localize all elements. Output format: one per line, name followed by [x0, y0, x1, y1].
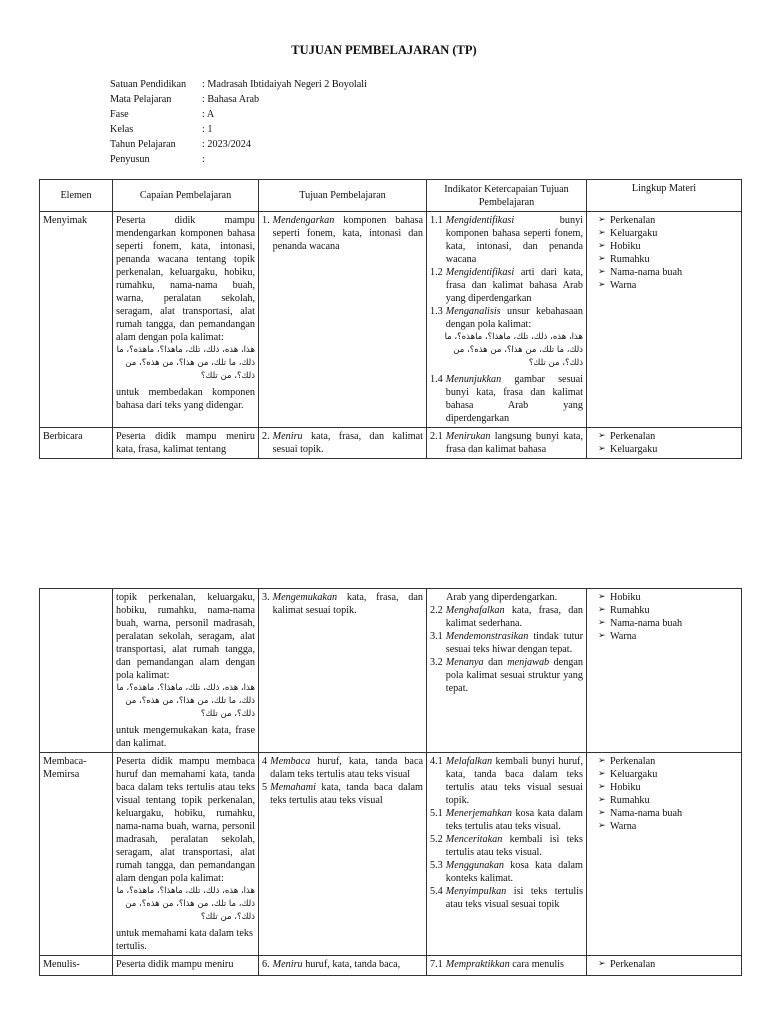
table-row-berbicara: [40, 428, 742, 459]
list-item: [590, 214, 738, 227]
arrow-bullet-icon: ➢: [598, 769, 606, 779]
arrow-bullet-icon: ➢: [598, 631, 606, 641]
indikator-number: 1.4: [430, 374, 443, 385]
arrow-bullet-icon: ➢: [598, 444, 606, 454]
tujuan-text: kata, tanda baca dalam teks tertulis atau teks visual: [270, 782, 423, 806]
indikator-continuation: Arab yang diperdengarkan.: [446, 592, 558, 603]
lingkup-list: [590, 430, 738, 456]
arrow-bullet-icon: ➢: [598, 808, 606, 818]
tujuan-number: 6.: [262, 959, 270, 970]
table-row-berbicara-cont: [40, 589, 742, 753]
capaian-cell: [113, 956, 259, 976]
indikator-item: [430, 266, 583, 305]
page-title: TUJUAN PEMBELAJARAN (TP): [291, 43, 477, 57]
capaian-cell: [113, 428, 259, 459]
indikator-cell: [427, 589, 587, 753]
indikator-verb: Menceritakan: [445, 834, 503, 845]
tujuan-item: [262, 781, 423, 807]
elemen-cell: [40, 589, 113, 753]
list-item: [590, 240, 738, 253]
tujuan-item: [262, 214, 423, 253]
lingkup-item: Rumahku: [610, 254, 650, 265]
elemen-cell: Menulis-: [40, 956, 113, 976]
arrow-bullet-icon: ➢: [598, 618, 606, 628]
tujuan-cell: [259, 589, 427, 753]
tujuan-cell: [259, 753, 427, 956]
indikator-verb: Menyimpulkan: [445, 886, 507, 897]
lingkup-item: Rumahku: [610, 605, 650, 616]
tujuan-item: [262, 958, 423, 971]
capaian-cell: [113, 589, 259, 753]
tujuan-item: [262, 755, 423, 781]
arrow-bullet-icon: ➢: [598, 821, 606, 831]
indikator-number: 4.1: [430, 756, 443, 767]
tujuan-item: [262, 591, 423, 617]
indikator-text: kosa kata dalam teks tertulis atau teks visual.: [445, 808, 583, 832]
indikator-number: 1.3: [430, 306, 443, 317]
list-item: [590, 591, 738, 604]
list-item: [590, 266, 738, 279]
lingkup-item: Keluargaku: [610, 228, 658, 239]
capaian-text: topik perkenalan, keluargaku, hobiku, rumahku, nama-nama buah, warna, personil madrasah, peralatan sekolah, seragam, alat transportasi, alat rumah tangga, dan pemandangan alam dengan pola kalimat:: [116, 592, 255, 681]
indikator-text: kata, frasa, dan kalimat sederhana.: [445, 605, 583, 629]
lingkup-item: Nama-nama buah: [610, 808, 683, 819]
indikator-cell: [427, 428, 587, 459]
arrow-bullet-icon: ➢: [598, 267, 606, 277]
indikator-verb: Menganalisis: [445, 306, 501, 317]
arabic-pattern: هذا، هذه، ذلك، تلك، ماهذا؟، ماهذه؟، ما ذلك، ما تلك، من هذا؟، من هذه؟، من ذلك؟، من تلك؟: [116, 683, 255, 719]
indikator-item: [430, 604, 583, 630]
tujuan-number: 2.: [262, 431, 270, 442]
indikator-text: langsung bunyi kata, frasa dan kalimat bahasa: [445, 431, 583, 455]
lingkup-item: Nama-nama buah: [610, 618, 683, 629]
lingkup-item: Warna: [610, 631, 637, 642]
indikator-text: gambar sesuai bunyi kata, frasa dan kalimat bahasa Arab yang diperdengarkan: [445, 374, 583, 424]
indikator-verb: Melafalkan: [445, 756, 493, 767]
arabic-pattern: هذا، هذه، ذلك، تلك، ماهذا؟، ماهذه؟، ما ذلك، ما تلك، من هذا؟، من هذه؟، من ذلك؟، من تلك؟: [116, 886, 255, 922]
list-item: [590, 617, 738, 630]
indikator-number: 3.1: [430, 631, 443, 642]
indikator-text-mid: dan: [483, 657, 508, 668]
indikator-item: [430, 885, 583, 911]
document-meta: [110, 78, 510, 168]
arabic-pattern: هذا، هذه، ذلك، تلك، ماهذا؟، ماهذه؟، ما ذلك، ما تلك، من هذا؟، من هذه؟، من ذلك؟، من تلك؟: [444, 332, 583, 368]
list-item: [590, 227, 738, 240]
list-item: [590, 430, 738, 443]
indikator-verb: Menerjemahkan: [445, 808, 512, 819]
header-tujuan: Tujuan Pembelajaran: [259, 180, 427, 212]
table-row-menulis: [40, 956, 742, 976]
indikator-text: bunyi komponen bahasa seperti fonem, kata, intonasi, dan penanda wacana: [445, 215, 583, 265]
indikator-verb: Mengidentifikasi: [445, 267, 515, 278]
lingkup-item: Perkenalan: [610, 756, 656, 767]
indikator-item: [430, 430, 583, 456]
indikator-text: isi teks tertulis atau teks visual sesuai topik: [445, 886, 583, 910]
tujuan-cell: [259, 212, 427, 428]
capaian-text: Peserta didik mampu meniru kata, frasa, kalimat tentang: [116, 431, 255, 455]
tujuan-verb: Meniru: [272, 959, 303, 970]
list-item: [590, 604, 738, 617]
lingkup-list: [590, 755, 738, 833]
meta-row-penyusun: [110, 153, 510, 168]
lingkup-list: [590, 958, 738, 971]
table-header-row: [40, 180, 742, 212]
tujuan-text: huruf, kata, tanda baca,: [302, 959, 401, 970]
tujuan-item: [262, 430, 423, 456]
header-capaian: Capaian Pembelajaran: [113, 180, 259, 212]
indikator-text: dengan pola kalimat sesuai struktur yang tepat.: [445, 657, 584, 694]
lingkup-item: Hobiku: [610, 241, 641, 252]
lingkup-item: Perkenalan: [610, 215, 656, 226]
indikator-item: [430, 755, 583, 807]
list-item: [590, 807, 738, 820]
indikator-number: 5.3: [430, 860, 443, 871]
indikator-item: [430, 958, 583, 971]
arrow-bullet-icon: ➢: [598, 782, 606, 792]
indikator-verb: Menghafalkan: [445, 605, 505, 616]
indikator-verb: Menunjukkan: [445, 374, 502, 385]
list-item: [590, 820, 738, 833]
meta-row-tahun: [110, 138, 510, 153]
tp-table-page1: [39, 179, 742, 459]
capaian-text: Peserta didik mampu membaca huruf dan memahami kata, tanda baca dalam teks tertulis atau teks visual tentang topik perkenalan, keluargaku, hobiku, rumahku, nama-nama buah, warna, personil madrasah, peralatan sekolah, seragam, alat transportasi, alat rumah tangga, dan pemandangan alam dengan pola kalimat:: [116, 756, 255, 884]
lingkup-cell: [587, 589, 742, 753]
lingkup-cell: [587, 956, 742, 976]
indikator-item: [430, 656, 583, 695]
elemen-cell: Membaca-Memirsa: [40, 753, 113, 956]
indikator-number: 5.4: [430, 886, 443, 897]
indikator-number: 3.2: [430, 657, 443, 668]
meta-value: : 1: [202, 124, 213, 135]
indikator-number: 2.2: [430, 605, 443, 616]
tujuan-verb: Mendengarkan: [272, 215, 335, 226]
lingkup-item: Keluargaku: [610, 769, 658, 780]
tujuan-cell: [259, 956, 427, 976]
list-item: [590, 279, 738, 292]
meta-value: :: [202, 154, 205, 165]
tujuan-text: kata, frasa, dan kalimat sesuai topik.: [272, 592, 423, 616]
header-elemen: Elemen: [40, 180, 113, 212]
capaian-text: Peserta didik mampu mendengarkan komponen bahasa seperti fonem, kata, intonasi, penanda wacana tentang topik perkenalan, keluargaku, hobiku, rumahku, nama-nama buah, warna, peralatan sekolah, seragam, alat transportasi, alat rumah tangga, dan pemandangan alam dengan pola kalimat:: [116, 215, 255, 343]
indikator-item: [430, 630, 583, 656]
arrow-bullet-icon: ➢: [598, 959, 606, 969]
tujuan-verb: Membaca: [270, 756, 311, 767]
capaian-cell: [113, 212, 259, 428]
meta-label: Kelas: [110, 124, 134, 135]
meta-row-mapel: [110, 93, 510, 108]
elemen-cell: Berbicara: [40, 428, 113, 459]
tujuan-verb: Memahami: [270, 782, 316, 793]
lingkup-item: Keluargaku: [610, 444, 658, 455]
indikator-verb: menjawab: [507, 657, 550, 668]
tujuan-number: 1.: [262, 215, 270, 226]
indikator-text: kosa kata dalam konteks kalimat.: [445, 860, 583, 884]
meta-value: : Madrasah Ibtidaiyah Negeri 2 Boyolali: [202, 79, 367, 90]
arrow-bullet-icon: ➢: [598, 431, 606, 441]
meta-label: Satuan Pendidikan: [110, 79, 187, 90]
list-item: [590, 630, 738, 643]
indikator-verb: Menanya: [445, 657, 484, 668]
indikator-verb: Menggunakan: [445, 860, 505, 871]
indikator-item: [430, 859, 583, 885]
arabic-pattern: هذا، هذه، ذلك، تلك، ماهذا؟، ماهذه؟، ما ذلك، ما تلك، من هذا؟، من هذه؟، من ذلك؟، من تلك؟: [116, 345, 255, 381]
meta-label: Penyusun: [110, 154, 150, 165]
lingkup-item: Hobiku: [610, 592, 641, 603]
lingkup-item: Warna: [610, 280, 637, 291]
capaian-text: Peserta didik mampu meniru: [116, 959, 234, 970]
indikator-text: arti dari kata, frasa dan kalimat bahasa Arab yang diperdengarkan: [445, 267, 583, 304]
indikator-text: unsur kebahasaan dengan pola kalimat:: [445, 306, 583, 330]
lingkup-list: [590, 214, 738, 292]
table-row-membaca: [40, 753, 742, 956]
indikator-cell: [427, 956, 587, 976]
indikator-verb: Mengidentifikasi: [445, 215, 515, 226]
meta-row-kelas: [110, 123, 510, 138]
indikator-number: 5.1: [430, 808, 443, 819]
indikator-number: 1.2: [430, 267, 443, 278]
meta-label: Tahun Pelajaran: [110, 139, 176, 150]
indikator-text: cara menulis: [509, 959, 564, 970]
meta-row-fase: [110, 108, 510, 123]
indikator-text: tindak tutur sesuai teks hiwar dengan tepat.: [445, 631, 583, 655]
indikator-verb: Mendemonstrasikan: [445, 631, 529, 642]
arrow-bullet-icon: ➢: [598, 215, 606, 225]
arrow-bullet-icon: ➢: [598, 228, 606, 238]
indikator-number: 7.1: [430, 959, 443, 970]
indikator-number: 1.1: [430, 215, 443, 226]
meta-value: : Bahasa Arab: [202, 94, 260, 105]
list-item: [590, 794, 738, 807]
meta-row-satuan: [110, 78, 510, 93]
indikator-item: [430, 833, 583, 859]
indikator-cell: [427, 212, 587, 428]
arrow-bullet-icon: ➢: [598, 756, 606, 766]
meta-label: Fase: [110, 109, 129, 120]
tp-table-page2: [39, 588, 742, 976]
tujuan-verb: Mengemukakan: [272, 592, 338, 603]
indikator-item: [430, 214, 583, 266]
indikator-number: 5.2: [430, 834, 443, 845]
capaian-cell: [113, 753, 259, 956]
lingkup-item: Perkenalan: [610, 959, 656, 970]
arrow-bullet-icon: ➢: [598, 241, 606, 251]
indikator-text: kembali isi teks tertulis atau teks visual.: [445, 834, 583, 858]
indikator-item: [430, 305, 583, 331]
capaian-outro: untuk mengemukakan kata, frase dan kalimat.: [116, 725, 255, 749]
elemen-cell: Menyimak: [40, 212, 113, 428]
capaian-outro: untuk memahami kata dalam teks tertulis.: [116, 928, 253, 952]
tujuan-verb: Meniru: [272, 431, 303, 442]
meta-label: Mata Pelajaran: [110, 94, 172, 105]
lingkup-cell: [587, 212, 742, 428]
list-item: [590, 781, 738, 794]
lingkup-item: Perkenalan: [610, 431, 656, 442]
indikator-number: 2.1: [430, 431, 443, 442]
lingkup-cell: [587, 753, 742, 956]
tujuan-number: 3.: [262, 592, 270, 603]
arrow-bullet-icon: ➢: [598, 795, 606, 805]
indikator-verb: Mempraktikkan: [445, 959, 510, 970]
lingkup-item: Hobiku: [610, 782, 641, 793]
meta-value: : 2023/2024: [202, 139, 251, 150]
indikator-text: kembali bunyi huruf, kata, tanda baca dalam teks tertulis atau teks visual sesuai topik.: [445, 756, 583, 806]
lingkup-cell: [587, 428, 742, 459]
lingkup-item: Nama-nama buah: [610, 267, 683, 278]
list-item: [590, 768, 738, 781]
arrow-bullet-icon: ➢: [598, 605, 606, 615]
indikator-item: [430, 807, 583, 833]
tujuan-number: 5: [262, 782, 268, 793]
header-lingkup: Lingkup Materi: [587, 180, 742, 212]
indikator-item: [430, 373, 583, 425]
lingkup-item: Warna: [610, 821, 637, 832]
capaian-outro: untuk membedakan komponen bahasa dari teks yang didengar.: [116, 387, 255, 411]
indikator-verb: Menirukan: [445, 431, 491, 442]
arrow-bullet-icon: ➢: [598, 254, 606, 264]
table-row-menyimak: [40, 212, 742, 428]
tujuan-text: kata, frasa, dan kalimat sesuai topik.: [272, 431, 423, 455]
arrow-bullet-icon: ➢: [598, 280, 606, 290]
indikator-cell: [427, 753, 587, 956]
header-indikator: Indikator Ketercapaian Tujuan Pembelajaran: [427, 180, 587, 212]
list-item: [590, 443, 738, 456]
tujuan-text: huruf, kata, tanda baca dalam teks tertulis atau teks visual: [270, 756, 423, 780]
tujuan-number: 4: [262, 756, 268, 767]
list-item: [590, 253, 738, 266]
lingkup-item: Rumahku: [610, 795, 650, 806]
list-item: [590, 755, 738, 768]
list-item: [590, 958, 738, 971]
tujuan-text: komponen bahasa seperti fonem, kata, intonasi dan penanda wacana: [272, 215, 423, 252]
arrow-bullet-icon: ➢: [598, 592, 606, 602]
tujuan-cell: [259, 428, 427, 459]
meta-value: : A: [202, 109, 215, 120]
lingkup-list: [590, 591, 738, 643]
